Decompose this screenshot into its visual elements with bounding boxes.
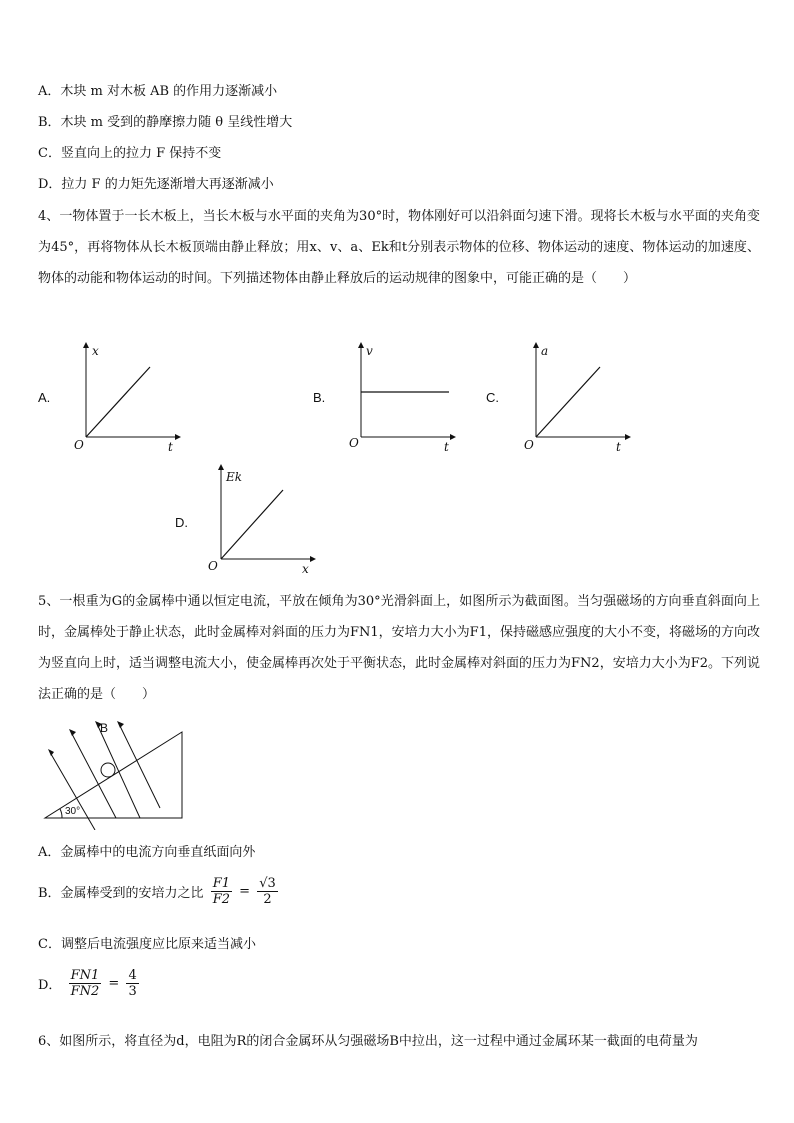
fraction-denominator: FN2 xyxy=(70,984,100,999)
graph-d-line xyxy=(221,490,283,559)
q5-option-b xyxy=(38,876,281,907)
graph-c-origin: O xyxy=(524,438,534,452)
q6-text: 6、如图所示，将直径为d，电阻为R的闭合金属环从匀强磁场B中拉出，这一过程中通过金属环某一截面的电荷量为 xyxy=(38,1034,698,1049)
q3-option-a: A．木块 m 对木板 AB 的作用力逐渐减小 xyxy=(38,84,278,99)
fraction-numerator: √3 xyxy=(259,876,276,891)
graph-d-label: D. xyxy=(175,515,188,530)
equals-sign: = xyxy=(239,884,251,899)
fraction-numerator: 4 xyxy=(128,968,137,983)
q5-option-c: C．调整后电流强度应比原来适当减小 xyxy=(38,937,256,952)
angle-label: 30° xyxy=(65,806,81,817)
graph-c-y-label: a xyxy=(541,344,549,358)
graph-a-label: A. xyxy=(38,390,51,405)
graph-a-line xyxy=(86,367,150,437)
q3-option-d: D．拉力 F 的力矩先逐渐增大再逐渐减小 xyxy=(38,177,274,192)
fraction-denominator: F2 xyxy=(212,892,230,907)
q5-option-b-fraction xyxy=(211,876,232,907)
field-label-b: B xyxy=(100,721,109,735)
graph-c-line xyxy=(536,367,600,437)
q5-option-a: A．金属棒中的电流方向垂直纸面向外 xyxy=(38,845,256,860)
q5-option-d-text: D． xyxy=(38,978,62,993)
graph-a-y-label: x xyxy=(92,344,99,358)
graph-b-y-label: v xyxy=(366,344,373,358)
graph-a-origin: O xyxy=(74,438,84,452)
q5-option-b-value xyxy=(257,876,278,907)
graph-d-x-label: x xyxy=(302,562,309,576)
graph-d-y-label: Ek xyxy=(226,470,243,484)
graph-c-label: C. xyxy=(486,390,499,405)
q5-option-d-fraction xyxy=(69,968,102,999)
fraction-denominator: 3 xyxy=(128,984,137,999)
q5-option-d-value xyxy=(126,968,138,999)
graph-d-origin: O xyxy=(208,559,218,573)
fraction-numerator: FN1 xyxy=(70,968,100,983)
incline-figure xyxy=(40,720,190,830)
equals-sign: = xyxy=(108,976,120,991)
q5-option-b-text: B．金属棒受到的安培力之比 xyxy=(38,886,204,901)
graph-a-x-label: t xyxy=(168,440,173,454)
graph-b-origin: O xyxy=(349,436,359,450)
q5-option-d xyxy=(38,968,142,999)
fraction-denominator: 2 xyxy=(263,892,272,907)
graph-b-x-label: t xyxy=(444,440,449,454)
q3-option-c: C．竖直向上的拉力 F 保持不变 xyxy=(38,146,222,161)
q5-text: 5、一根重为G的金属棒中通以恒定电流，平放在倾角为30°光滑斜面上，如图所示为截面图。当匀强磁场的方向垂直斜面向上时，金属棒处于静止状态，此时金属棒对斜面的压力为FN1，安培力大小为F1，保持磁感应强度的大小不变，将磁场的方向改为竖直向上时，适当调整电流大小，使金属棒再次处于平衡状态，此时金属棒对斜面的压力为FN2，安培力大小为F2。下列说法正确的是（ ） xyxy=(38,594,760,702)
graph-c-x-label: t xyxy=(616,440,621,454)
q3-option-b: B．木块 m 受到的静摩擦力随 θ 呈线性增大 xyxy=(38,115,293,130)
fraction-numerator: F1 xyxy=(212,876,230,891)
graph-c xyxy=(520,340,640,465)
q4-text: 4、一物体置于一长木板上，当长木板与水平面的夹角为30°时，物体刚好可以沿斜面匀速下滑。现将长木板与水平面的夹角变为45°，再将物体从长木板顶端由静止释放；用x、v、a、Ek和t分别表示物体的位移、物体运动的速度、物体运动的加速度、物体的动能和物体运动的时间。下列描述物体由静止释放后的运动规律的图象中，可能正确的是（ ） xyxy=(38,209,760,286)
graph-b-label: B. xyxy=(313,390,326,405)
